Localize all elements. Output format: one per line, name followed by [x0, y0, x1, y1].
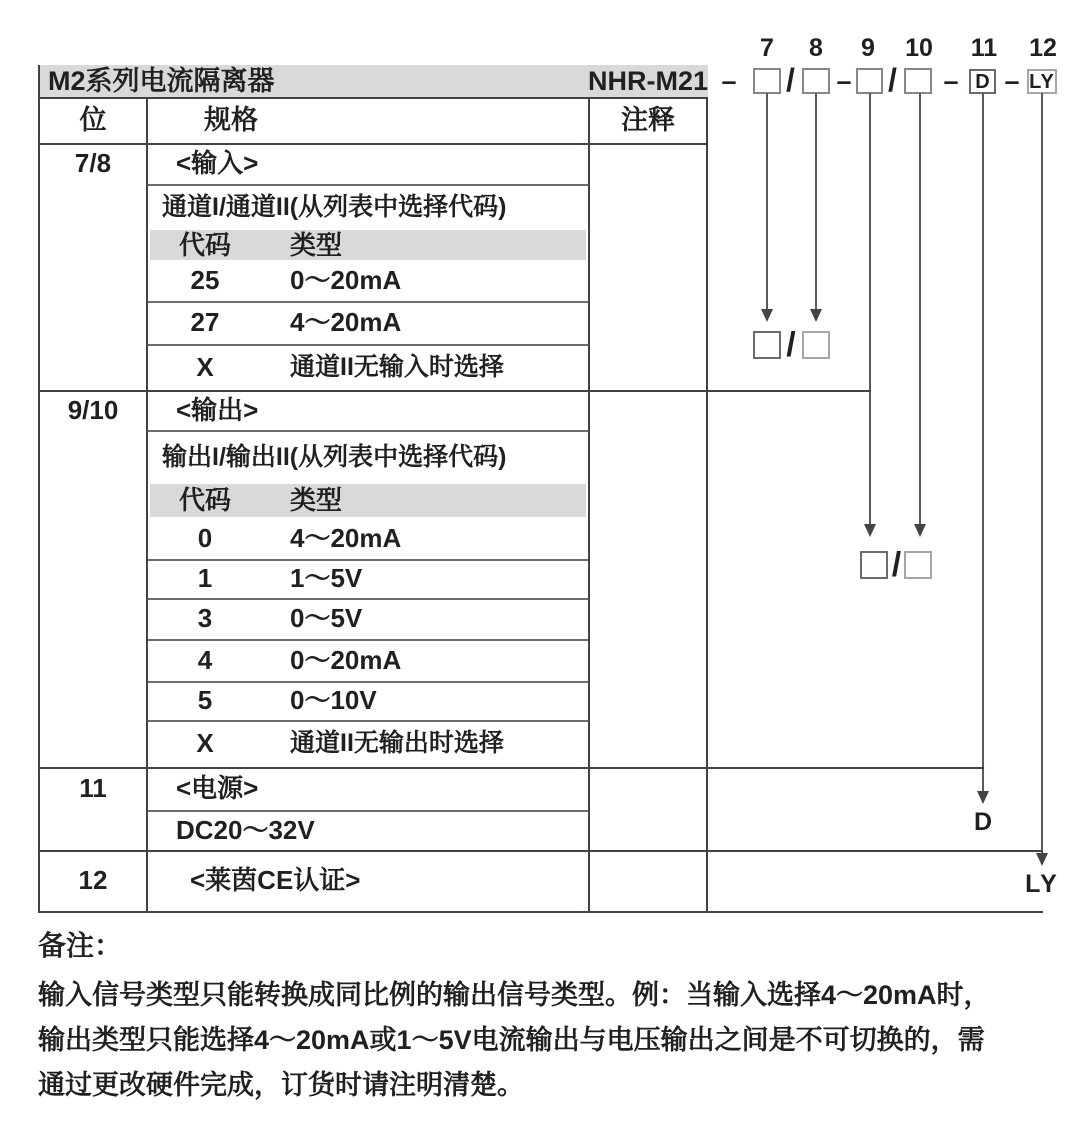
model-number: NHR-M21 — [588, 66, 709, 96]
code-box-9 — [856, 68, 883, 94]
type-column-header: 类型 — [290, 485, 343, 515]
ce-code-label: LY — [1025, 870, 1059, 898]
row-code: 4 — [197, 645, 213, 675]
pair-slash: / — [786, 326, 796, 364]
code-slash: / — [786, 62, 795, 98]
row-type: 通道II无输入时选择 — [290, 353, 504, 381]
digit-label-8: 8 — [809, 34, 823, 62]
code-dash: – — [836, 66, 852, 96]
section-name-ce: <莱茵CE认证> — [190, 865, 361, 895]
extension-line-1 — [706, 390, 871, 392]
row-code: 0 — [197, 523, 213, 553]
section-subtitle: 通道I/通道II(从列表中选择代码) — [162, 193, 507, 221]
section-name-input: <输入> — [176, 148, 259, 178]
connector-line-11 — [982, 93, 984, 791]
row-code: 25 — [190, 265, 220, 295]
arrow-down-icon — [761, 309, 773, 322]
code-dash: – — [943, 66, 959, 96]
row-type: 1～5V — [290, 563, 363, 593]
connector-line-8 — [815, 93, 817, 309]
arrow-down-icon — [810, 309, 822, 322]
code-box-11: D — [969, 69, 996, 94]
code-box-12: LY — [1027, 69, 1057, 94]
input-channel1-box — [753, 331, 781, 359]
code-column-header: 代码 — [178, 485, 231, 515]
power-value: DC20～32V — [176, 815, 315, 845]
connector-line-9 — [869, 93, 871, 524]
digit-label-11: 11 — [970, 34, 998, 62]
output-channel2-box — [904, 551, 932, 579]
section-name-power: <电源> — [176, 773, 259, 803]
section-pos-12: 12 — [78, 865, 108, 895]
arrow-down-icon — [977, 791, 989, 804]
digit-label-7: 7 — [760, 34, 774, 62]
note-line: 输出类型只能选择4～20mA或1～5V电流输出与电压输出之间是不可切换的，需 — [38, 1025, 985, 1055]
code-column-header: 代码 — [178, 230, 231, 260]
code-dash: – — [721, 66, 737, 96]
note-line: 通过更改硬件完成，订货时请注明清楚。 — [38, 1070, 524, 1100]
row-type: 4～20mA — [290, 307, 402, 337]
arrow-down-icon — [914, 524, 926, 537]
section-subtitle: 输出I/输出II(从列表中选择代码) — [162, 443, 507, 471]
row-type: 通道II无输出时选择 — [290, 729, 504, 757]
row-type: 0～20mA — [290, 265, 402, 295]
row-code: 1 — [197, 563, 213, 593]
code-box-10 — [904, 68, 932, 94]
note-line: 输入信号类型只能转换成同比例的输出信号类型。例：当输入选择4～20mA时， — [38, 980, 991, 1010]
table-border-right — [706, 97, 708, 913]
table-divider-spec-note — [588, 97, 590, 913]
column-header-note: 注释 — [621, 105, 675, 135]
table-border-bottom — [38, 911, 708, 913]
row-type: 0～10V — [290, 685, 377, 715]
notes-label: 备注： — [38, 930, 123, 961]
row-code: 27 — [190, 307, 220, 337]
extension-line-3 — [706, 850, 1043, 852]
extension-line-2 — [706, 767, 984, 769]
row-code: X — [196, 728, 214, 758]
code-box-7 — [753, 68, 781, 94]
input-channel2-box — [802, 331, 830, 359]
pair-slash: / — [891, 546, 902, 584]
row-type: 4～20mA — [290, 523, 402, 553]
output-channel1-box — [860, 551, 888, 579]
section-pos-7-8: 7/8 — [74, 148, 112, 178]
type-column-header: 类型 — [290, 230, 343, 260]
power-code-label: D — [973, 808, 993, 836]
code-box-8 — [802, 68, 830, 94]
column-header-spec: 规格 — [204, 105, 258, 135]
row-code: X — [196, 352, 214, 382]
code-dash: – — [1004, 66, 1020, 96]
section-pos-11: 11 — [79, 773, 107, 803]
column-header-pos: 位 — [79, 105, 107, 135]
arrow-down-icon — [864, 524, 876, 537]
digit-label-9: 9 — [861, 34, 875, 62]
row-type: 0～5V — [290, 603, 363, 633]
page-title: M2系列电流隔离器 — [48, 66, 275, 96]
connector-line-12 — [1041, 93, 1043, 853]
row-type: 0～20mA — [290, 645, 402, 675]
connector-line-10 — [919, 93, 921, 524]
arrow-down-icon — [1036, 853, 1048, 866]
row-code: 5 — [197, 685, 213, 715]
extension-line-bottom — [706, 911, 1043, 913]
section-name-output: <输出> — [176, 395, 259, 425]
row-code: 3 — [197, 603, 213, 633]
code-slash: / — [888, 62, 897, 98]
digit-label-10: 10 — [905, 34, 933, 62]
connector-line-7 — [766, 93, 768, 309]
section-pos-9-10: 9/10 — [67, 395, 119, 425]
digit-label-12: 12 — [1029, 34, 1057, 62]
